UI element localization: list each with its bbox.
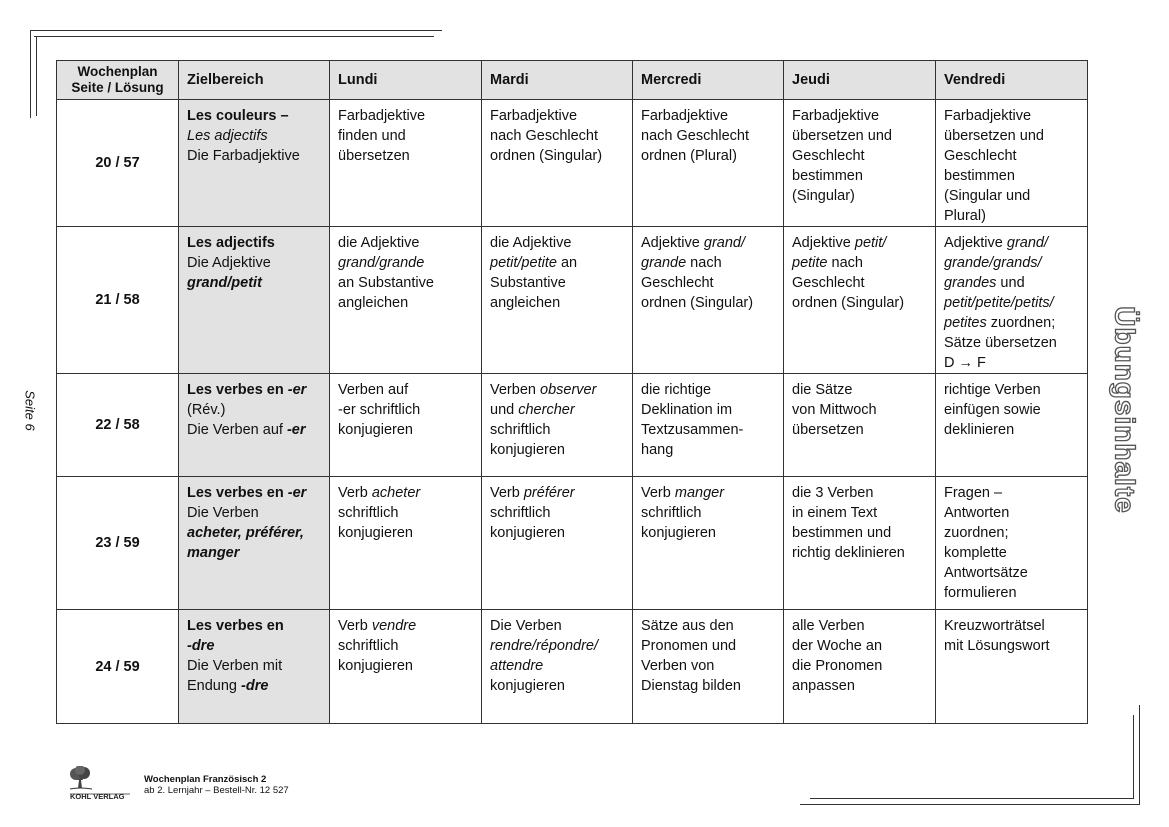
footer-subtitle: ab 2. Lernjahr – Bestell-Nr. 12 527 (144, 785, 289, 796)
cell-line: die 3 Verben (792, 485, 874, 501)
cell-line: schriftlich (490, 422, 551, 438)
cell-line: Fragen – (944, 485, 1003, 501)
cell-mercredi (633, 374, 784, 477)
cell-line: die Adjektive (338, 235, 420, 251)
cell-line: grand/grande (338, 255, 425, 271)
zielbereich-cell (179, 477, 330, 610)
side-page-label (10, 390, 50, 430)
cell-mercredi (633, 610, 784, 724)
cell-line: Sätze aus den (641, 618, 734, 634)
cell-line: Adjektive petit/ (792, 235, 887, 251)
zielbereich-line: Les couleurs – (187, 108, 289, 124)
cell-line: Die Verben (490, 618, 562, 634)
cell-line: schriftlich (338, 505, 399, 521)
cell-line: Substantive (490, 275, 566, 291)
cell-line: konjugieren (490, 442, 565, 458)
cell-line: einfügen sowie (944, 402, 1041, 418)
cell-line: die Pronomen (792, 658, 883, 674)
zielbereich-line: Les verbes en (187, 618, 284, 634)
seite-loesung-cell: 21 / 58 (57, 227, 179, 374)
cell-line: rendre/répondre/ (490, 638, 599, 654)
cell-line: Deklination im (641, 402, 733, 418)
cell-line: ordnen (Singular) (792, 295, 905, 311)
table-row (57, 227, 1088, 374)
cell-lundi (330, 477, 482, 610)
cell-line: Textzusammen- (641, 422, 744, 438)
cell-line: konjugieren (338, 422, 413, 438)
cell-line: übersetzen (338, 148, 410, 164)
cell-line: petite nach (792, 255, 863, 271)
cell-jeudi (784, 227, 936, 374)
cell-line: Plural) (944, 208, 986, 224)
cell-line: Farbadjektive (338, 108, 426, 124)
seite-loesung-cell: 23 / 59 (57, 477, 179, 610)
cell-mardi (482, 610, 633, 724)
header-label: Mercredi (641, 72, 702, 88)
cell-line: Verben von (641, 658, 715, 674)
cell-line: konjugieren (490, 678, 565, 694)
cell-jeudi (784, 100, 936, 227)
header-cell-lundi (330, 61, 482, 100)
header-label: Jeudi (792, 72, 830, 88)
header-cell-vendredi (936, 61, 1088, 100)
cell-vendredi (936, 610, 1088, 724)
cell-mercredi (633, 477, 784, 610)
table-row (57, 374, 1088, 477)
frame-line-right-outer (1139, 705, 1140, 805)
cell-jeudi (784, 610, 936, 724)
seite-loesung-cell: 24 / 59 (57, 610, 179, 724)
cell-line: in einem Text (792, 505, 878, 521)
cell-line: schriftlich (641, 505, 702, 521)
cell-line: Kreuzworträtsel (944, 618, 1045, 634)
cell-line: bestimmen (944, 168, 1015, 184)
table-row (57, 100, 1088, 227)
weekly-plan-table (56, 60, 1088, 724)
cell-line: zuordnen; (944, 525, 1009, 541)
cell-line: Antwortsätze (944, 565, 1028, 581)
page-number-text: Seite 6 (22, 389, 38, 431)
cell-line: alle Verben (792, 618, 865, 634)
cell-line: ordnen (Singular) (641, 295, 754, 311)
cell-line: Verb manger (641, 485, 725, 501)
cell-line: Adjektive grand/ (944, 235, 1048, 251)
logo-text: KOHL VERLAG (70, 792, 125, 800)
cell-mercredi (633, 227, 784, 374)
zielbereich-line: Les adjectifs (187, 128, 268, 144)
zielbereich-cell (179, 610, 330, 724)
cell-line: grandes und (944, 275, 1025, 291)
header-cell-mardi (482, 61, 633, 100)
header-label: Wochenplan (77, 64, 158, 79)
cell-mardi (482, 100, 633, 227)
cell-line: Geschlecht (944, 148, 1017, 164)
cell-line: übersetzen (792, 422, 864, 438)
header-label: Zielbereich (187, 72, 264, 88)
cell-vendredi (936, 100, 1088, 227)
header-label: Lundi (338, 72, 378, 88)
cell-line: richtige Verben (944, 382, 1041, 398)
cell-line: Verb préférer (490, 485, 575, 501)
zielbereich-line: manger (187, 545, 240, 561)
cell-line: mit Lösungswort (944, 638, 1050, 654)
cell-line: richtig deklinieren (792, 545, 905, 561)
cell-line: Sätze übersetzen (944, 335, 1057, 351)
cell-line: -er schriftlich (338, 402, 421, 418)
cell-line: Farbadjektive (944, 108, 1032, 124)
frame-line-top-outer (30, 30, 442, 31)
header-label: Seite / Lösung (71, 80, 164, 95)
cell-vendredi (936, 374, 1088, 477)
header-cell-seite (57, 61, 179, 100)
zielbereich-line: (Rév.) (187, 402, 226, 418)
cell-line: schriftlich (338, 638, 399, 654)
cell-line: formulieren (944, 585, 1017, 601)
zielbereich-line: Endung -dre (187, 678, 269, 694)
cell-mardi (482, 477, 633, 610)
cell-line: von Mittwoch (792, 402, 877, 418)
cell-line: Geschlecht (792, 148, 865, 164)
header-label: Vendredi (944, 72, 1006, 88)
frame-line-top-inner (34, 36, 434, 37)
cell-line: (Singular und (944, 188, 1031, 204)
cell-line: Verb vendre (338, 618, 417, 634)
cell-line: deklinieren (944, 422, 1015, 438)
cell-line: Verben observer (490, 382, 597, 398)
cell-line: petit/petite an (490, 255, 578, 271)
header-label: Mardi (490, 72, 529, 88)
cell-vendredi (936, 477, 1088, 610)
footer-title: Wochenplan Französisch 2 (144, 774, 267, 785)
cell-line: Farbadjektive (641, 108, 729, 124)
cell-line: ordnen (Plural) (641, 148, 737, 164)
cell-line: attendre (490, 658, 544, 674)
seite-loesung-cell: 22 / 58 (57, 374, 179, 477)
zielbereich-line: Die Verben (187, 505, 259, 521)
cell-line: angleichen (338, 295, 409, 311)
cell-line: der Woche an (792, 638, 883, 654)
cell-line: die richtige (641, 382, 712, 398)
tree-icon (70, 766, 92, 789)
cell-line: anpassen (792, 678, 855, 694)
cell-line: nach Geschlecht (490, 128, 599, 144)
cell-line: die Adjektive (490, 235, 572, 251)
zielbereich-line: acheter, préférer, (187, 525, 304, 541)
frame-line-left-outer (30, 30, 31, 118)
cell-line: grande nach (641, 255, 722, 271)
zielbereich-line: Les verbes en -er (187, 485, 307, 501)
zielbereich-cell (179, 227, 330, 374)
cell-line: (Singular) (792, 188, 855, 204)
cell-line: finden und (338, 128, 406, 144)
cell-line: konjugieren (338, 525, 413, 541)
seite-loesung-cell: 20 / 57 (57, 100, 179, 227)
cell-line: Antworten (944, 505, 1010, 521)
cell-line: Geschlecht (792, 275, 865, 291)
cell-line: petit/petite/petits/ (944, 295, 1054, 311)
zielbereich-line: Die Verben auf -er (187, 422, 306, 438)
cell-mardi (482, 227, 633, 374)
cell-line: hang (641, 442, 674, 458)
cell-line: nach Geschlecht (641, 128, 750, 144)
cell-line: petites zuordnen; (944, 315, 1056, 331)
cell-line: schriftlich (490, 505, 551, 521)
cell-line: Farbadjektive (792, 108, 880, 124)
cell-lundi (330, 610, 482, 724)
cell-mercredi (633, 100, 784, 227)
cell-line: grande/grands/ (944, 255, 1042, 271)
cell-line: Verben auf (338, 382, 409, 398)
zielbereich-line: -dre (187, 638, 215, 654)
frame-line-bottom-inner (810, 798, 1134, 799)
cell-line: und chercher (490, 402, 575, 418)
cell-jeudi (784, 477, 936, 610)
cell-mardi (482, 374, 633, 477)
zielbereich-line: grand/petit (187, 275, 262, 291)
zielbereich-line: Die Farbadjektive (187, 148, 300, 164)
cell-line: konjugieren (338, 658, 413, 674)
cell-line: Verb acheter (338, 485, 421, 501)
frame-line-bottom-outer (800, 804, 1140, 805)
section-title-text: Übungsinhalte (1110, 306, 1142, 514)
cell-line: konjugieren (490, 525, 565, 541)
frame-line-right-inner (1133, 715, 1134, 799)
zielbereich-line: Die Adjektive (187, 255, 271, 271)
frame-line-left-inner (36, 36, 37, 116)
cell-line: Farbadjektive (490, 108, 578, 124)
cell-line: angleichen (490, 295, 561, 311)
table-row (57, 610, 1088, 724)
footer-info (144, 774, 289, 796)
cell-line: Adjektive grand/ (641, 235, 745, 251)
cell-line: an Substantive (338, 275, 434, 291)
header-cell-zielbereich (179, 61, 330, 100)
cell-line: D → F (944, 355, 986, 371)
section-title-vertical (1090, 300, 1160, 520)
cell-jeudi (784, 374, 936, 477)
cell-line: bestimmen und (792, 525, 892, 541)
cell-line: ordnen (Singular) (490, 148, 603, 164)
cell-line: übersetzen und (944, 128, 1044, 144)
header-cell-mercredi (633, 61, 784, 100)
zielbereich-line: Die Verben mit (187, 658, 283, 674)
zielbereich-cell (179, 100, 330, 227)
cell-line: Dienstag bilden (641, 678, 741, 694)
cell-line: komplette (944, 545, 1007, 561)
table-row (57, 477, 1088, 610)
cell-lundi (330, 227, 482, 374)
zielbereich-line: Les verbes en -er (187, 382, 307, 398)
cell-line: Pronomen und (641, 638, 737, 654)
cell-lundi (330, 374, 482, 477)
kohl-verlag-logo (64, 766, 134, 800)
zielbereich-line: Les adjectifs (187, 235, 275, 251)
header-cell-jeudi (784, 61, 936, 100)
cell-line: die Sätze (792, 382, 853, 398)
cell-line: konjugieren (641, 525, 716, 541)
cell-lundi (330, 100, 482, 227)
cell-vendredi (936, 227, 1088, 374)
cell-line: übersetzen und (792, 128, 892, 144)
table-header-row (57, 61, 1088, 100)
cell-line: bestimmen (792, 168, 863, 184)
zielbereich-cell (179, 374, 330, 477)
cell-line: Geschlecht (641, 275, 714, 291)
